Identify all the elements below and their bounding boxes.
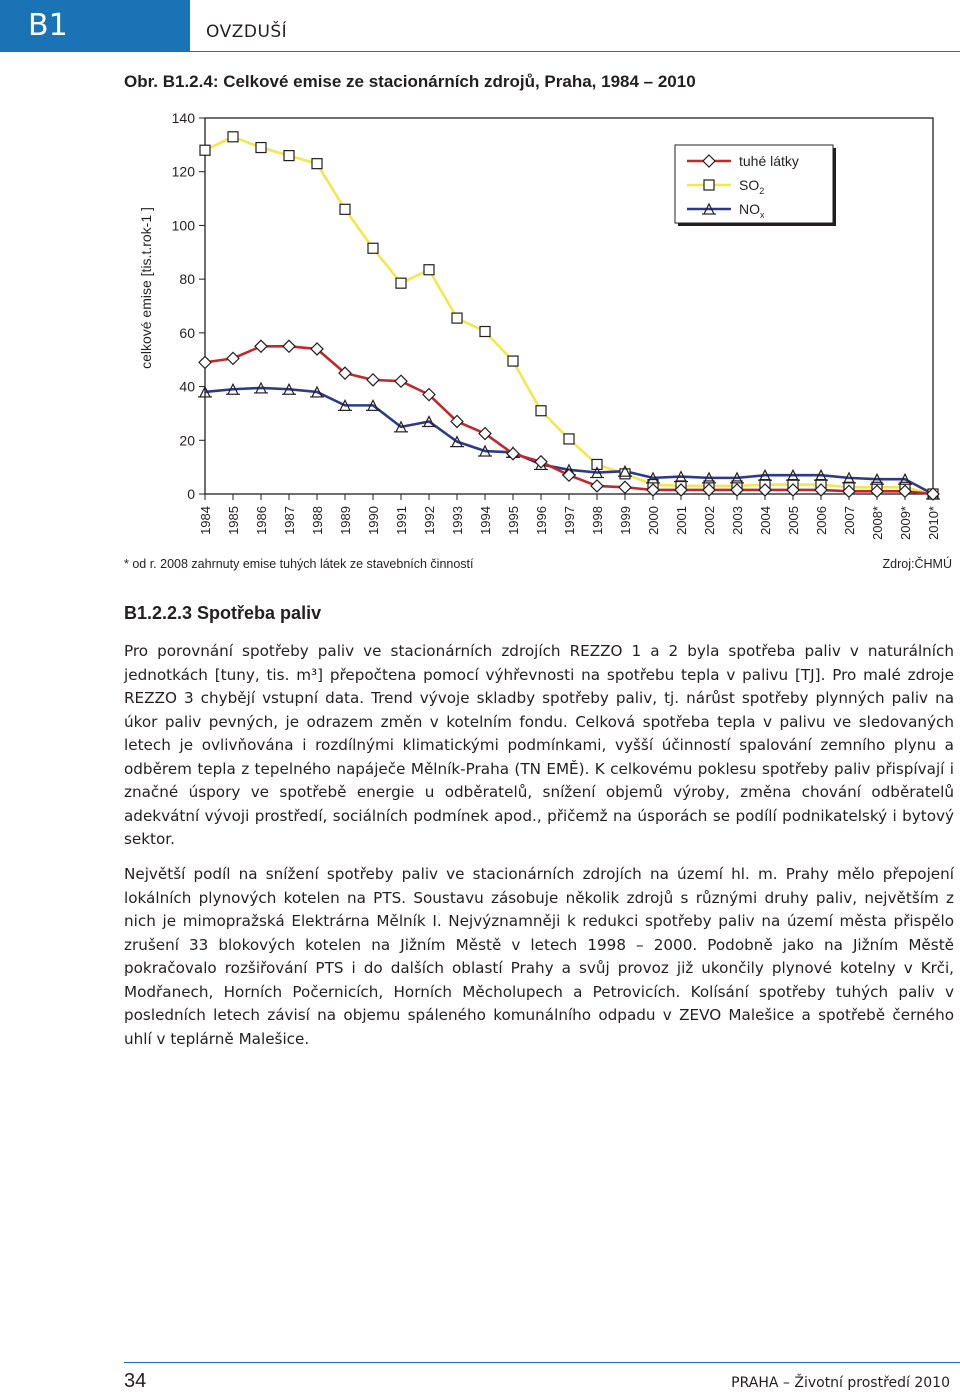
y-tick-label: 120 <box>171 163 195 180</box>
legend-label: tuhé látky <box>739 153 799 169</box>
data-point-square <box>508 356 518 366</box>
chart-source: Zdroj:ČHMÚ <box>882 557 952 571</box>
x-tick-label: 1986 <box>254 506 269 535</box>
body-paragraph-1: Pro porovnání spotřeby paliv ve stacionárních zdrojích REZZO 1 a 2 byla spotřeba paliv v naturálních jednotkách [tuny, tis. m³] přepočtena pomocí výhřevnosti na spotřebu tepla v palivu [TJ]. Pro malé zdroje REZZO 3 chybějí vstupní data. Trend vývoje skladby spotřeby paliv, tj. nárůst spotřeby plynných paliv na úkor paliv pevných, je odrazem změn v kotelním fondu. Celková spotřeba tepla v palivu ve sledovaných letech je ovlivňována i rozdílnými klimatickými podmínkami, vyšší účinností spalování zemního plynu a odběrem tepla z tepelného napáječe Mělník-Praha (TN EMĚ). K celkovému poklesu spotřeby paliv přispívají i značné úspory ve spotřebě energie u odběratelů, snížení objemů výroby, změna chování odběratelů adekvátní vývoji prostředí, sociálních podmínek apod., přičemž na úsporách se podílí podnikatelský i bytový sektor. <box>124 642 954 848</box>
x-tick-label: 1996 <box>534 506 549 535</box>
chart-legend <box>675 145 836 226</box>
data-point-square <box>284 151 294 161</box>
x-tick-label: 1988 <box>310 506 325 535</box>
subsection-heading: B1.2.2.3 Spotřeba paliv <box>124 603 322 623</box>
data-point-diamond <box>199 356 211 368</box>
y-tick-label: 20 <box>179 432 195 449</box>
data-point-diamond <box>367 374 379 386</box>
footer-publication-title: PRAHA – Životní prostředí 2010 <box>731 1375 950 1391</box>
y-tick-label: 60 <box>179 324 195 341</box>
y-tick-label: 40 <box>179 378 195 395</box>
data-point-diamond <box>283 340 295 352</box>
x-tick-label: 2007 <box>842 506 857 535</box>
legend-label: $NO_x$ <box>739 201 765 220</box>
data-point-diamond <box>227 352 239 364</box>
x-tick-label: 1990 <box>366 506 381 535</box>
x-tick-label: 2008* <box>870 506 885 540</box>
y-tick-label: 140 <box>171 110 195 126</box>
footer-rule <box>124 1362 960 1363</box>
x-tick-label: 2009* <box>898 506 913 540</box>
data-point-square <box>340 204 350 214</box>
x-tick-label: 1991 <box>394 506 409 535</box>
x-tick-label: 1997 <box>562 506 577 535</box>
data-point-square <box>368 243 378 253</box>
data-point-square <box>256 143 266 153</box>
x-tick-label: 1994 <box>478 506 493 535</box>
data-point-diamond <box>395 375 407 387</box>
x-tick-label: 2002 <box>702 506 717 535</box>
x-tick-label: 2003 <box>730 506 745 535</box>
section-code-badge: B1 <box>0 0 190 52</box>
data-point-square <box>228 132 238 142</box>
x-tick-label: 1995 <box>506 506 521 535</box>
x-tick-label: 2010* <box>926 506 941 540</box>
data-point-square <box>564 434 574 444</box>
data-point-square <box>536 406 546 416</box>
legend-marker-square <box>704 180 714 190</box>
y-tick-label: 0 <box>187 486 195 502</box>
header-rule <box>190 51 960 52</box>
figure-title: Obr. B1.2.4: Celkové emise ze stacionárních zdrojů, Praha, 1984 – 2010 <box>124 72 696 91</box>
x-tick-label: 1992 <box>422 506 437 535</box>
chart-footnote: * od r. 2008 zahrnuty emise tuhých látek ze stavebních činností <box>124 557 474 571</box>
x-axis <box>198 494 941 540</box>
x-tick-label: 2005 <box>786 506 801 535</box>
data-point-square <box>200 145 210 155</box>
data-point-square <box>452 313 462 323</box>
section-name: OVZDUŠÍ <box>206 22 288 42</box>
x-tick-label: 2004 <box>758 506 773 535</box>
x-tick-label: 2001 <box>674 506 689 535</box>
page-number: 34 <box>124 1370 147 1392</box>
y-axis <box>172 110 205 502</box>
x-tick-label: 2000 <box>646 506 661 535</box>
x-tick-label: 1984 <box>198 506 213 535</box>
emissions-line-chart <box>0 100 960 550</box>
data-point-square <box>480 327 490 337</box>
body-paragraph-2: Největší podíl na snížení spotřeby paliv ve stacionárních zdrojích na území hl. m. Prahy mělo přepojení lokálních plynových kotelen na PTS. Soustavu zásobuje několik zdrojů s různými druhy paliv, největším z nich je mimopražská Elektrárna Mělník I. Nejvýznamněji k redukci spotřeby paliv na území města přispělo zrušení 33 blokových kotelen na Jižním Městě v letech 1998 – 2000. Podobně jako na Jižním Městě pokračovalo rozšiřování PTS i do dalších oblastí Prahy a svůj provoz již ukončily plynové kotelny v Krči, Modřanech, Horních Počernicích, Horních Měcholupech a Petrovicích. Kolísání spotřeby tuhých paliv v posledních letech závisí na objemu spáleného komunálního odpadu v ZEVO Malešice a spotřebě černého uhlí v teplárně Malešice. <box>124 865 954 1048</box>
y-tick-label: 100 <box>171 217 195 234</box>
data-point-diamond <box>591 480 603 492</box>
legend-label: $SO_2$ <box>739 177 765 196</box>
x-tick-label: 2006 <box>814 506 829 535</box>
x-tick-label: 1993 <box>450 506 465 535</box>
data-point-square <box>312 159 322 169</box>
data-point-diamond <box>255 340 267 352</box>
data-point-diamond <box>619 481 631 493</box>
data-point-square <box>424 265 434 275</box>
x-tick-label: 1998 <box>590 506 605 535</box>
y-axis-label: celkové emise [tis.t.rok-1 ] <box>138 207 154 369</box>
x-tick-label: 1987 <box>282 506 297 535</box>
y-tick-label: 80 <box>179 271 195 288</box>
data-point-square <box>396 278 406 288</box>
x-tick-label: 1985 <box>226 506 241 535</box>
x-tick-label: 1999 <box>618 506 633 535</box>
x-tick-label: 1989 <box>338 506 353 535</box>
